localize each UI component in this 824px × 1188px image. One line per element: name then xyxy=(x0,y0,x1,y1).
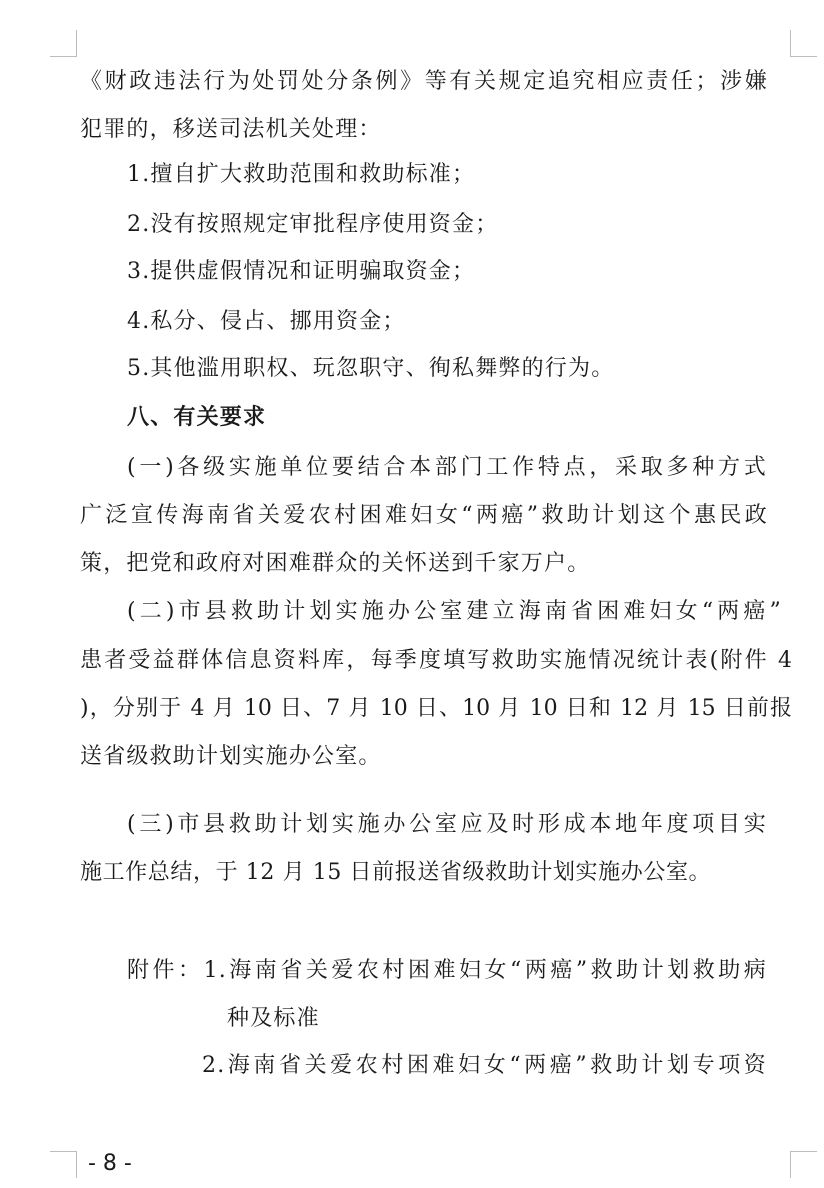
paragraph-line: (二)市县救助计划实施办公室建立海南省困难妇女“两癌” xyxy=(127,599,782,624)
crop-mark-bottom-right-vertical xyxy=(790,1151,791,1178)
section-heading: 八、有关要求 xyxy=(127,405,267,430)
list-item: 3.提供虚假情况和证明骗取资金； xyxy=(127,259,476,284)
attachment-line: 附件：1.海南省关爱农村困难妇女“两癌”救助计划救助病 xyxy=(127,958,767,983)
paragraph-line: )，分别于 4 月 10 日、7 月 10 日、10 月 10 日和 12 月 15 日前报 xyxy=(80,696,792,721)
paragraph-line: 策，把党和政府对困难群众的关怀送到千家万户。 xyxy=(80,551,591,576)
crop-mark-bottom-left-vertical xyxy=(76,1151,77,1178)
crop-mark-top-left-horizontal xyxy=(50,56,77,57)
paragraph-line: 送省级救助计划实施办公室。 xyxy=(80,744,382,769)
crop-mark-bottom-left-horizontal xyxy=(50,1151,77,1152)
list-item: 1.擅自扩大救助范围和救助标准； xyxy=(127,162,476,187)
attachment-line: 种及标准 xyxy=(227,1006,320,1031)
list-item: 2.没有按照规定审批程序使用资金； xyxy=(127,212,499,237)
attachment-line: 2.海南省关爱农村困难妇女“两癌”救助计划专项资 xyxy=(202,1053,767,1078)
paragraph-line: 施工作总结，于 12 月 15 日前报送省级救助计划实施办公室。 xyxy=(80,860,712,885)
crop-mark-top-right-horizontal xyxy=(790,56,817,57)
crop-mark-top-left-vertical xyxy=(76,30,77,57)
crop-mark-top-right-vertical xyxy=(790,30,791,57)
paragraph-line: 《财政违法行为处罚处分条例》等有关规定追究相应责任；涉嫌 xyxy=(80,69,768,94)
paragraph-line: 犯罪的，移送司法机关处理： xyxy=(80,117,382,142)
crop-mark-bottom-right-horizontal xyxy=(790,1151,817,1152)
paragraph-line: 患者受益群体信息资料库，每季度填写救助实施情况统计表(附件 4 xyxy=(80,648,792,673)
list-item: 5.其他滥用职权、玩忽职守、徇私舞弊的行为。 xyxy=(127,356,615,381)
paragraph-line: (三)市县救助计划实施办公室应及时形成本地年度项目实 xyxy=(127,812,767,837)
paragraph-line: (一)各级实施单位要结合本部门工作特点，采取多种方式 xyxy=(127,455,767,480)
list-item: 4.私分、侵占、挪用资金； xyxy=(127,309,406,334)
paragraph-line: 广泛宣传海南省关爱农村困难妇女“两癌”救助计划这个惠民政 xyxy=(80,503,768,528)
page-number: - 8 - xyxy=(88,1151,132,1176)
